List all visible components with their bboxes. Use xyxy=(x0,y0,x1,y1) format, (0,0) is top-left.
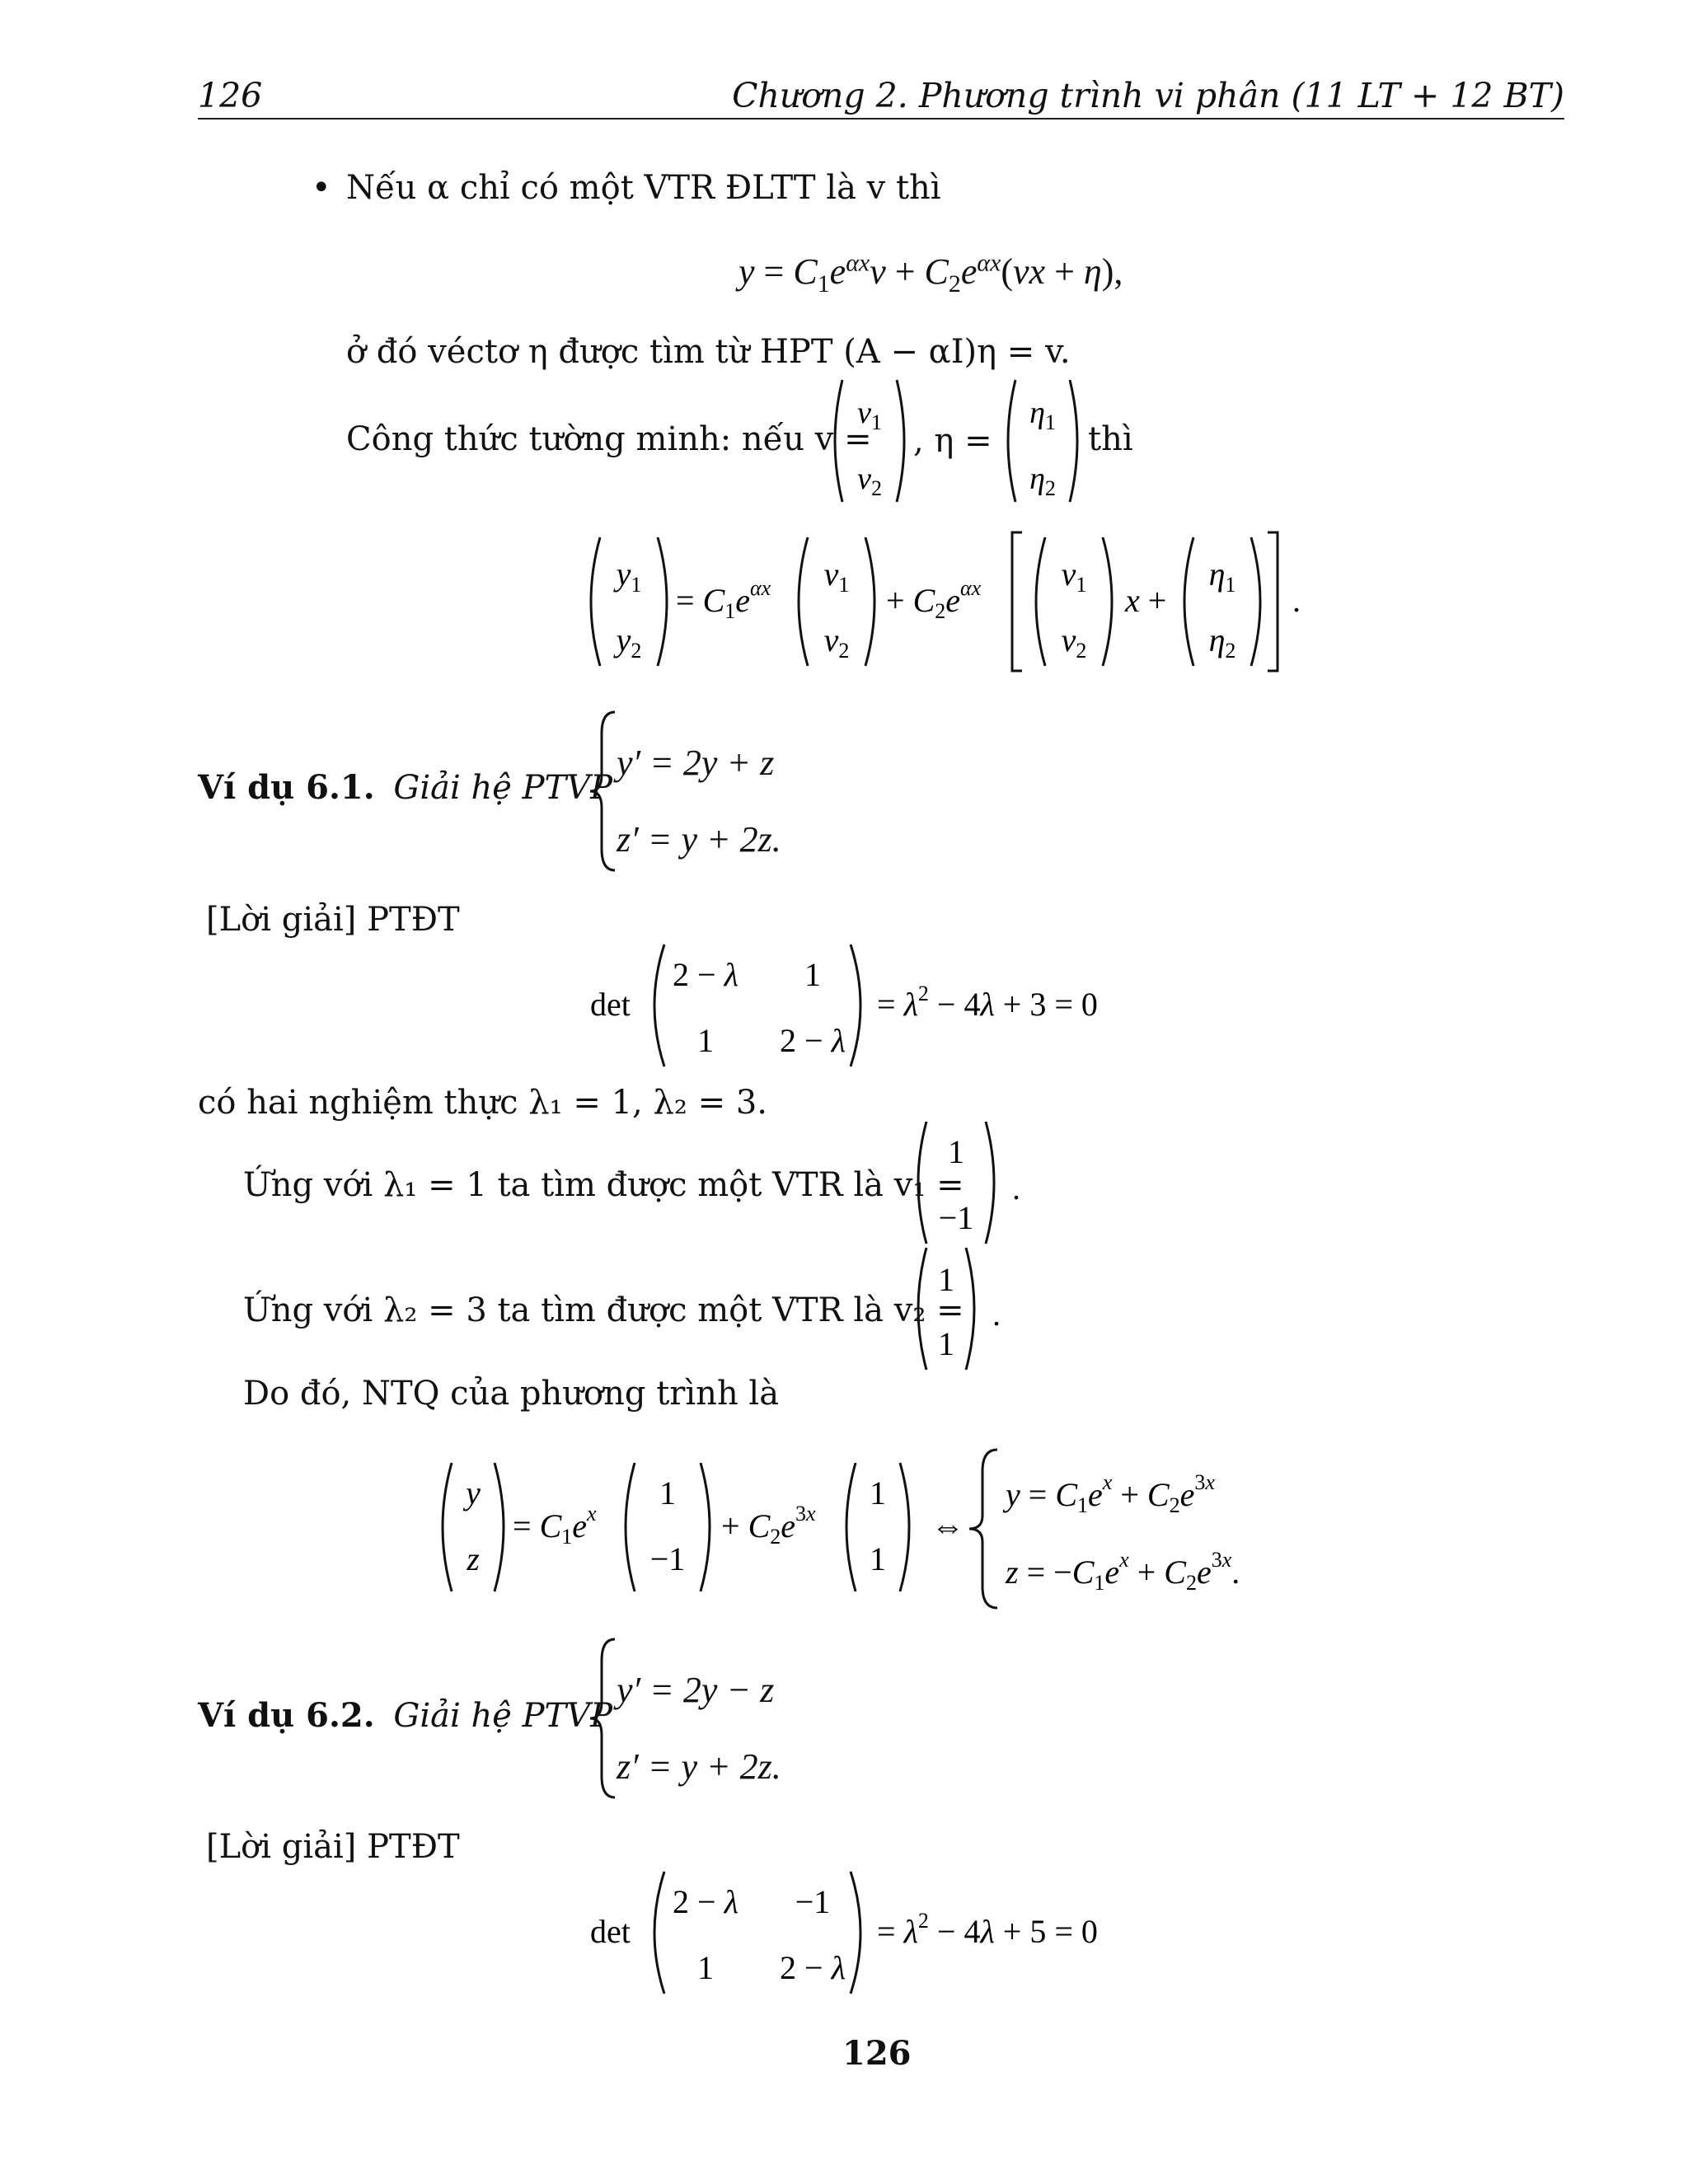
example2-solution-label: [Lời giải] PTĐT xyxy=(206,1828,460,1866)
svg-text:1: 1 xyxy=(870,1474,886,1511)
svg-text:−1: −1 xyxy=(649,1540,686,1577)
example1-det xyxy=(590,940,1167,1071)
example1-heading xyxy=(198,768,612,807)
example2-heading xyxy=(198,1696,612,1735)
bullet-formula: $y = C_1e^{\alpha x}v + C_2e^{\alpha x}(vx + \eta)$, xyxy=(738,249,1123,298)
svg-text:.: . xyxy=(992,1296,1001,1333)
svg-text:η1: $\eta_1$ xyxy=(1029,396,1056,434)
example2-eq1: y′ = 2y − z xyxy=(617,1670,775,1710)
svg-text:.: . xyxy=(1292,582,1301,619)
svg-text:y: y xyxy=(466,1474,481,1511)
example2-label: Ví dụ 6.2. xyxy=(198,1696,375,1735)
eta-vector xyxy=(997,375,1088,507)
svg-text:1: 1 xyxy=(804,956,821,993)
svg-text:1: 1 xyxy=(938,1325,954,1362)
example1-vec1-text: Ứng với λ₁ = 1 ta tìm được một VTR là v₁ = xyxy=(243,1166,964,1204)
svg-text:1: 1 xyxy=(697,1949,714,1986)
svg-text:v2: $v_2$ xyxy=(823,621,850,663)
bullet-mark: • xyxy=(312,169,331,207)
example2-eq2: z′ = y + 2z. xyxy=(617,1746,781,1787)
svg-text:+ C2eαx: + $C_2e^{\alpha x}$ xyxy=(886,576,982,623)
svg-text:z = −C1ex + C2e3x.: $z = -C_1e^x + C_2e^3x$. xyxy=(1006,1548,1240,1595)
bullet-text: Nếu α chỉ có một VTR ĐLTT là v thì xyxy=(346,169,941,207)
svg-text:= C1eαx: = $C_1e^{\alpha x}$ xyxy=(676,576,771,623)
svg-text:η1: $\eta_1$ xyxy=(1208,555,1236,597)
example1-brace xyxy=(587,709,620,874)
example1-general-text: Do đó, NTQ của phương trình là xyxy=(243,1375,780,1413)
example1-general-solution xyxy=(429,1446,1335,1611)
example1-label: Ví dụ 6.1. xyxy=(198,768,375,807)
svg-text:v1: $v_1$ xyxy=(857,396,882,434)
svg-text:2 − λ: 2 − λ xyxy=(780,1022,846,1059)
svg-text:= λ2 − 4λ + 3 = 0: = $\lambda^2 - 4\lambda + 3 = 0$ xyxy=(877,982,1098,1023)
svg-text:det: det xyxy=(590,1913,631,1950)
v-vector xyxy=(824,375,915,507)
svg-text:η2: $\eta_2$ xyxy=(1029,462,1056,500)
svg-text:⇔: ⇔ xyxy=(931,1507,964,1544)
bullet-note: ở đó véctơ η được tìm từ HPT (A − αI)η = v. xyxy=(346,333,1071,371)
svg-text:y = C1ex + C2e3x: $y = C_1e^x + C_2e^3x$ xyxy=(1006,1470,1215,1517)
svg-text:y1: $y_1$ xyxy=(616,555,642,597)
svg-text:= λ2 − 4λ + 5 = 0: = $\lambda^2 - 4\lambda + 5 = 0$ xyxy=(877,1909,1098,1950)
example1-roots: có hai nghiệm thực λ₁ = 1, λ₂ = 3. xyxy=(198,1084,767,1122)
explicit-suffix: thì xyxy=(1088,420,1133,458)
header-rule xyxy=(198,118,1564,120)
example1-eq1: y′ = 2y + z xyxy=(617,743,775,783)
example1-eq2: z′ = y + 2z. xyxy=(617,819,781,860)
svg-text:1: 1 xyxy=(948,1133,964,1170)
svg-text:x +: x + xyxy=(1125,582,1167,619)
svg-text:v1: $v_1$ xyxy=(823,555,850,597)
example1-vec2-text: Ứng với λ₂ = 3 ta tìm được một VTR là v₂ = xyxy=(243,1291,964,1329)
example1-task: Giải hệ PTVP xyxy=(393,769,613,807)
svg-text:y2: $y_2$ xyxy=(616,621,642,663)
svg-text:1: 1 xyxy=(659,1474,676,1511)
example1-solution-label: [Lời giải] PTĐT xyxy=(206,901,460,939)
svg-text:v1: $v_1$ xyxy=(1061,555,1087,597)
svg-text:1: 1 xyxy=(697,1022,714,1059)
svg-text:η2: $\eta_2$ xyxy=(1208,621,1236,663)
svg-text:−1: −1 xyxy=(938,1199,974,1236)
svg-text:+ C2e3x: + $C_2e^3x$ xyxy=(721,1502,816,1549)
header-page-number: 126 xyxy=(198,76,263,115)
svg-text:1: 1 xyxy=(938,1261,954,1298)
svg-text:v2: $v_2$ xyxy=(1061,621,1087,663)
example1-vec2 xyxy=(907,1243,1006,1375)
explicit-prefix: Công thức tường minh: nếu v = xyxy=(346,420,872,458)
svg-text:.: . xyxy=(1012,1169,1020,1207)
svg-text:z: z xyxy=(467,1540,480,1577)
svg-text:= C1ex: = $C_1e^x$ xyxy=(513,1502,597,1549)
header-chapter-title: Chương 2. Phương trình vi phân (11 LT + 12 BT) xyxy=(732,76,1564,115)
explicit-mid: , η = xyxy=(913,422,992,460)
example2-brace xyxy=(587,1636,620,1801)
example2-task: Giải hệ PTVP xyxy=(393,1697,613,1735)
svg-text:2 − λ: 2 − λ xyxy=(673,956,738,993)
svg-text:−1: −1 xyxy=(795,1883,831,1920)
svg-text:2 − λ: 2 − λ xyxy=(673,1883,738,1920)
svg-text:det: det xyxy=(590,986,631,1023)
svg-text:2 − λ: 2 − λ xyxy=(780,1949,846,1986)
bullet-big-formula xyxy=(577,527,1319,676)
svg-text:1: 1 xyxy=(870,1540,886,1577)
footer-page-number: 126 xyxy=(842,2034,912,2073)
example2-det xyxy=(590,1867,1167,1999)
svg-text:v2: $v_2$ xyxy=(857,462,882,500)
example1-vec1 xyxy=(907,1117,1022,1249)
